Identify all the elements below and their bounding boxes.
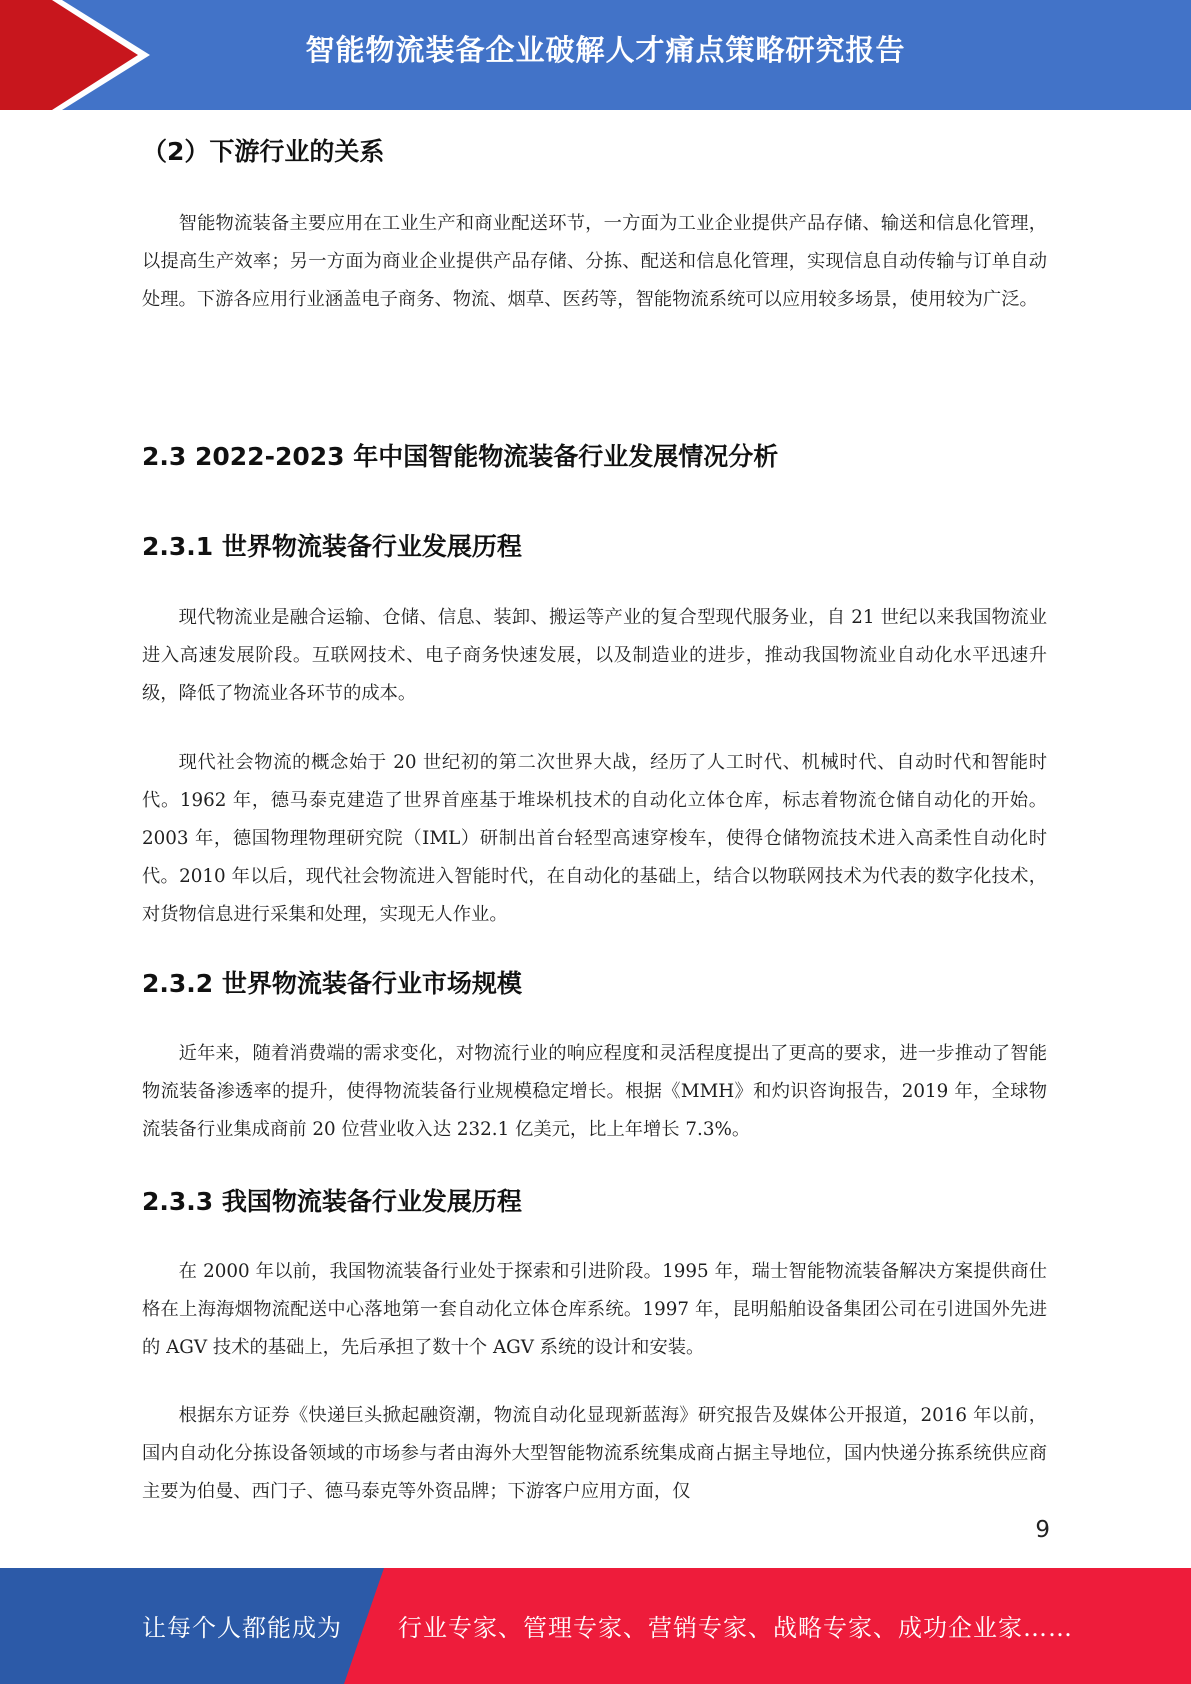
page-footer [0, 1568, 1191, 1684]
header-chevron-icon [0, 0, 160, 110]
section-heading: 2.3 2022-2023 年中国智能物流装备行业发展情况分析 [142, 442, 779, 471]
body-paragraph: 现代物流业是融合运输、仓储、信息、装卸、搬运等产业的复合型现代服务业，自 21 世纪以来我国物流业进入高速发展阶段。互联网技术、电子商务快速发展，以及制造业的进步，推动我国物流业自动化水平迅速升级，降低了物流业各环节的成本。 [142, 607, 1047, 704]
body-paragraph: 现代社会物流的概念始于 20 世纪初的第二次世界大战，经历了人工时代、机械时代、自动时代和智能时代。1962 年，德马泰克建造了世界首座基于堆垛机技术的自动化立体仓库，标志着物流仓储自动化的开始。2003 年，德国物理物理研究院（IML）研制出首台轻型高速穿梭车，使得仓储物流技术进入高柔性自动化时代。2010 年以后，现代社会物流进入智能时代，在自动化的基础上，结合以物联网技术为代表的数字化技术，对货物信息进行采集和处理，实现无人作业。 [142, 752, 1047, 925]
footer-slogan-left: 让每个人都能成为 [142, 1614, 342, 1642]
page-header [0, 0, 1191, 110]
section-heading: 2.3.2 世界物流装备行业市场规模 [142, 969, 522, 998]
footer-slogan-right: 行业专家、管理专家、营销专家、战略专家、成功企业家…… [398, 1614, 1073, 1642]
document-title: 智能物流装备企业破解人才痛点策略研究报告 [305, 33, 906, 67]
page-number: 9 [1035, 1517, 1050, 1543]
body-paragraph: 智能物流装备主要应用在工业生产和商业配送环节，一方面为工业企业提供产品存储、输送和信息化管理，以提高生产效率；另一方面为商业企业提供产品存储、分拣、配送和信息化管理，实现信息自动传输与订单自动处理。下游各应用行业涵盖电子商务、物流、烟草、医药等，智能物流系统可以应用较多场景，使用较为广泛。 [142, 213, 1047, 310]
section-heading: 2.3.3 我国物流装备行业发展历程 [142, 1187, 522, 1216]
section-heading: （2）下游行业的关系 [142, 137, 385, 166]
body-paragraph: 根据东方证券《快递巨头掀起融资潮，物流自动化显现新蓝海》研究报告及媒体公开报道，2016 年以前，国内自动化分拣设备领域的市场参与者由海外大型智能物流系统集成商占据主导地位，国内快递分拣系统供应商主要为伯曼、西门子、德马泰克等外资品牌；下游客户应用方面，仅 [142, 1405, 1047, 1502]
body-paragraph: 近年来，随着消费端的需求变化，对物流行业的响应程度和灵活程度提出了更高的要求，进一步推动了智能物流装备渗透率的提升，使得物流装备行业规模稳定增长。根据《MMH》和灼识咨询报告，2019 年，全球物流装备行业集成商前 20 位营业收入达 232.1 亿美元，比上年增长 7.3%。 [142, 1043, 1047, 1140]
section-heading: 2.3.1 世界物流装备行业发展历程 [142, 532, 522, 561]
body-paragraph: 在 2000 年以前，我国物流装备行业处于探索和引进阶段。1995 年，瑞士智能物流装备解决方案提供商仕格在上海海烟物流配送中心落地第一套自动化立体仓库系统。1997 年，昆明船舶设备集团公司在引进国外先进的 AGV 技术的基础上，先后承担了数十个 AGV 系统的设计和安装。 [142, 1261, 1047, 1358]
